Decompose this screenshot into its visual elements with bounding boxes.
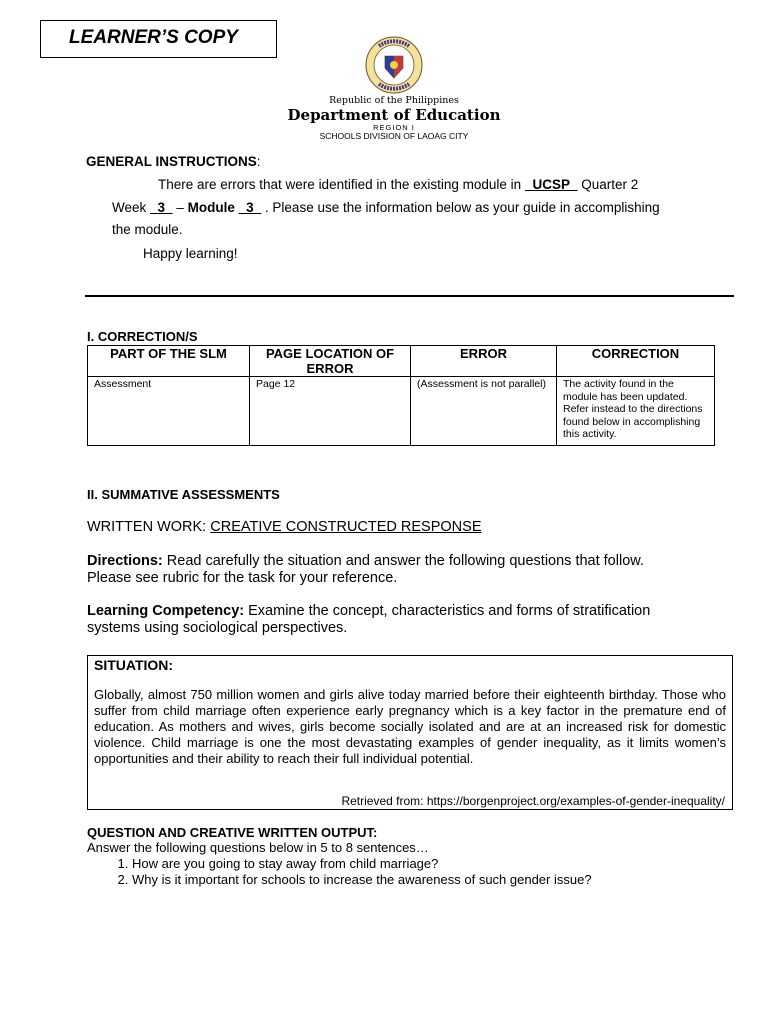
week-label: Week [112,200,147,215]
column-header-correction: CORRECTION [557,346,715,377]
quarter-text: Quarter 2 [581,177,639,192]
directions-text-2: Please see rubric for the task for your reference. [87,570,398,586]
competency-block [87,603,650,637]
summative-heading: II. SUMMATIVE ASSESSMENTS [87,487,280,502]
module-blank [239,200,262,215]
week-blank [150,200,173,215]
corrections-table [87,345,715,446]
cell-page: Page 12 [250,377,411,446]
competency-label: Learning Competency: [87,603,245,619]
region-text: REGION I [373,123,415,132]
cell-correction: The activity found in the module has been updated. Refer instead to the directions found below in accomplishing this activity. [557,377,715,446]
division-text: SCHOOLS DIVISION OF LAOAG CITY [319,131,469,141]
subject-value: UCSP [532,177,570,192]
list-item: 1. How are you going to stay away from child marriage? [132,856,592,872]
table-row [88,377,715,446]
column-header-part: PART OF THE SLM [88,346,250,377]
column-header-page-location: PAGE LOCATION OF ERROR [250,346,411,377]
general-instructions-heading [86,154,261,169]
greeting-text: Happy learning! [143,246,238,261]
instructions-line-2: Week 3 – Module 3 . Please use the information below as your guide in accomplishing [112,200,660,215]
written-work-line [87,519,482,535]
deped-seal-icon [365,36,423,94]
written-work-label: WRITTEN WORK: [87,519,207,535]
questions-list [110,856,592,887]
instructions-line-1 [158,177,638,192]
situation-title: SITUATION: [94,657,174,673]
general-instructions-colon: : [256,154,261,169]
learners-copy-label: LEARNER’S COPY [69,27,238,48]
questions-heading-text: QUESTION AND CREATIVE WRITTEN OUTPUT: [87,825,378,840]
module-value: 3 [246,200,254,215]
learners-copy-box [40,20,277,58]
list-item: 2. Why is it important for schools to increase the awareness of such gender issue? [132,872,592,888]
general-instructions-title: GENERAL INSTRUCTIONS [86,154,257,169]
written-work-title: CREATIVE CONSTRUCTED RESPONSE [210,519,482,535]
module-label: Module [187,200,235,215]
directions-text: Read carefully the situation and answer the following questions that follow. [166,553,644,569]
corrections-header-row [88,346,715,377]
instructions-line-3: the module. [112,222,183,237]
competency-text: Examine the concept, characteristics and forms of stratification [248,603,651,619]
questions-heading [87,825,377,840]
republic-text: Republic of the Philippines [329,95,459,106]
cell-error: (Assessment is not parallel) [411,377,557,446]
questions-instruction: Answer the following questions below in 5 to 8 sentences… [87,840,429,855]
instructions-line-2-text: . Please use the information below as your guide in accomplishing [264,200,660,215]
instructions-line-1-text: There are errors that were identified in the existing module in [158,177,522,192]
department-title: Department of Education [287,106,501,124]
section-divider [85,295,734,297]
column-header-error: ERROR [411,346,557,377]
directions-block [87,553,644,587]
week-value: 3 [157,200,166,215]
competency-text-2: systems using sociological perspectives. [87,620,348,636]
corrections-heading: I. CORRECTION/S [87,329,198,344]
situation-text: Globally, almost 750 million women and girls alive today married before their eighteenth birthday. Those who suffer from child marriage often experience early pregnancy which is a key factor in the premature end of education. As mothers and wives, girls become socially isolated and are at an increased risk for domestic violence. Child marriage is one the most devastating examples of gender inequality, as it limits women’s opportunities and their ability to reach their full individual potential. [94,687,726,766]
subject-blank [525,177,578,192]
directions-label: Directions: [87,553,163,569]
situation-box [87,655,733,810]
cell-part: Assessment [88,377,250,446]
situation-source: Retrieved from: https://borgenproject.org/examples-of-gender-inequality/ [341,794,725,808]
